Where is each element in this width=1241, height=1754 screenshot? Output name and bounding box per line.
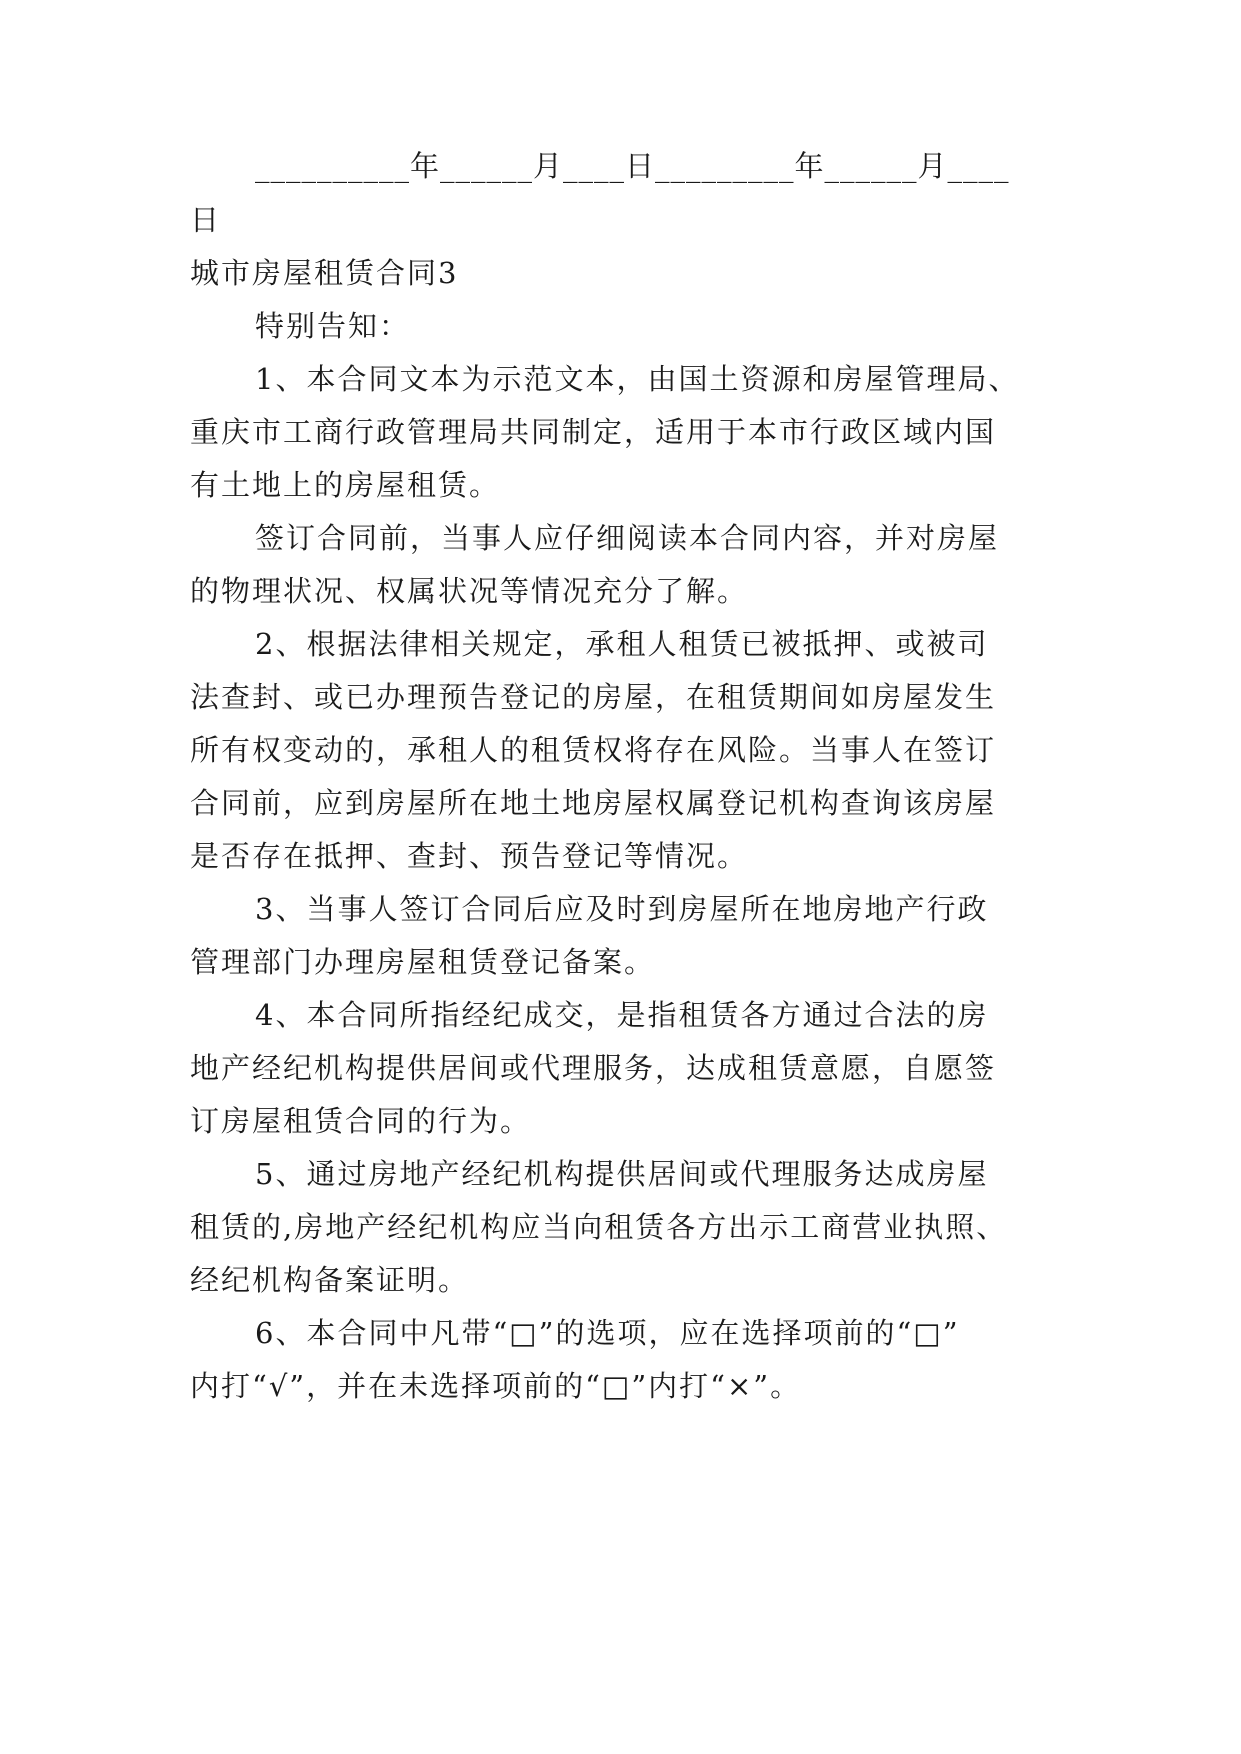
paragraph-line: 地产经纪机构提供居间或代理服务，达成租赁意愿，自愿签 bbox=[190, 1051, 997, 1085]
paragraph-line: 3、当事人签订合同后应及时到房屋所在地房地产行政 bbox=[255, 892, 989, 926]
paragraph-line: 5、通过房地产经纪机构提供居间或代理服务达成房屋 bbox=[255, 1157, 989, 1191]
paragraph-line: 内打“√”，并在未选择项前的“□”内打“×”。 bbox=[190, 1369, 802, 1403]
paragraph-line: 管理部门办理房屋租赁登记备案。 bbox=[190, 945, 656, 979]
paragraph-line: 所有权变动的，承租人的租赁权将存在风险。当事人在签订 bbox=[190, 733, 997, 767]
paragraph-line: 4、本合同所指经纪成交，是指租赁各方通过合法的房 bbox=[255, 998, 989, 1032]
paragraph-line: 有土地上的房屋租赁。 bbox=[190, 468, 501, 502]
paragraph-line: 2、根据法律相关规定，承租人租赁已被抵押、或被司 bbox=[255, 627, 989, 661]
paragraph-line: 租赁的,房地产经纪机构应当向租赁各方出示工商营业执照、 bbox=[190, 1210, 1008, 1244]
paragraph-line: 合同前，应到房屋所在地土地房屋权属登记机构查询该房屋 bbox=[190, 786, 997, 820]
paragraph-line: 订房屋租赁合同的行为。 bbox=[190, 1104, 532, 1138]
notice-title: 特别告知： bbox=[255, 309, 411, 343]
paragraph-line: 的物理状况、权属状况等情况充分了解。 bbox=[190, 574, 749, 608]
document-heading: 城市房屋租赁合同3 bbox=[190, 256, 459, 290]
date-line: __________年______月____日_________年______月____ bbox=[255, 149, 1010, 183]
paragraph-line: 经纪机构备案证明。 bbox=[190, 1263, 470, 1297]
paragraph-line: 重庆市工商行政管理局共同制定，适用于本市行政区域内国 bbox=[190, 415, 997, 449]
paragraph-line: 签订合同前，当事人应仔细阅读本合同内容，并对房屋 bbox=[255, 521, 1000, 555]
paragraph-line: 是否存在抵押、查封、预告登记等情况。 bbox=[190, 839, 749, 873]
date-line-continuation: 日 bbox=[190, 203, 222, 237]
paragraph-line: 6、本合同中凡带“□”的选项，应在选择项前的“□” bbox=[255, 1316, 960, 1350]
paragraph-line: 1、本合同文本为示范文本，由国土资源和房屋管理局、 bbox=[255, 362, 1020, 396]
paragraph-line: 法查封、或已办理预告登记的房屋，在租赁期间如房屋发生 bbox=[190, 680, 997, 714]
